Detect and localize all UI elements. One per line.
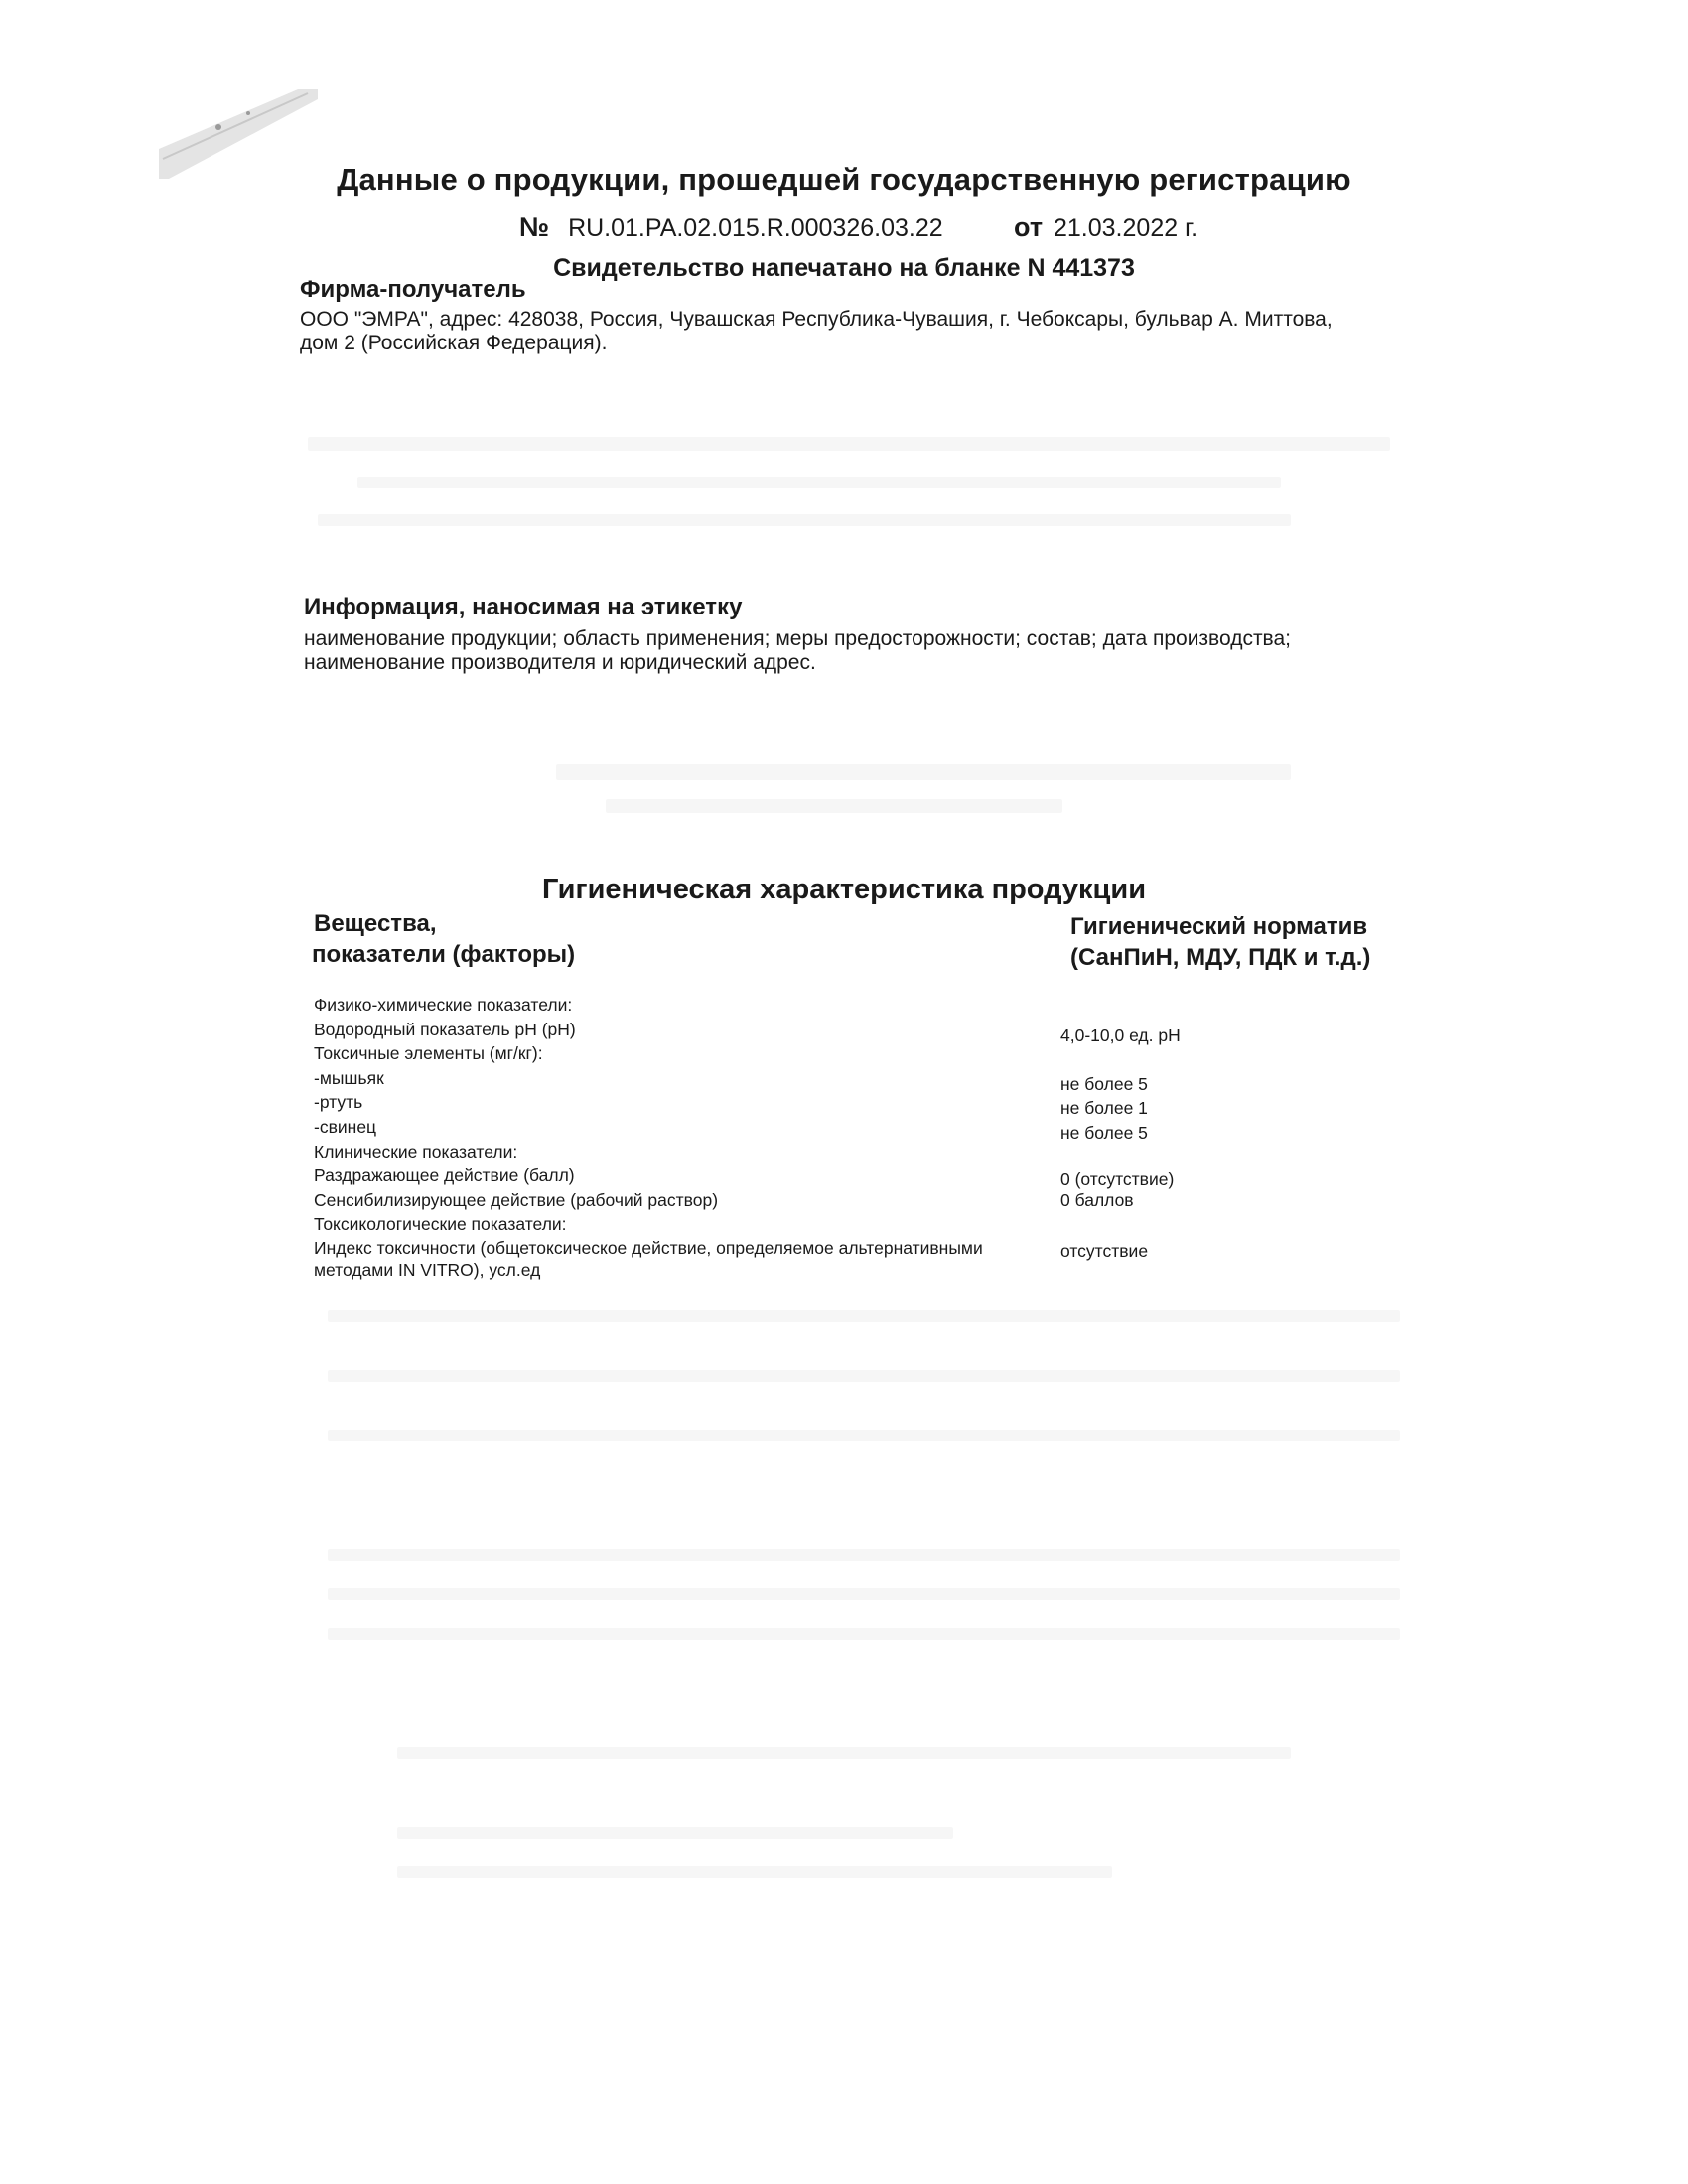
- table-row: [314, 1163, 1406, 1188]
- registration-date: 21.03.2022 г.: [1054, 214, 1198, 242]
- table-row: [314, 1066, 1406, 1094]
- recipient-text: ООО "ЭМРА", адрес: 428038, Россия, Чувашская Республика-Чувашия, г. Чебоксары, бульвар А. Миттова, дом 2 (Российская Федерация).: [300, 308, 1333, 354]
- hygiene-table: [314, 993, 1406, 1281]
- recipient-heading: Фирма-получатель: [300, 276, 526, 303]
- table-row: [314, 1188, 1406, 1213]
- row-norm: отсутствие: [1060, 1240, 1149, 1261]
- registration-date-line: [1014, 212, 1197, 243]
- table-row: [314, 1090, 1406, 1119]
- row-substance: Токсичные элементы (мг/кг):: [314, 1043, 543, 1064]
- row-substance: Физико-химические показатели:: [314, 995, 573, 1015]
- column-header-norm-line2: (СанПиН, МДУ, ПДК и т.д.): [1070, 944, 1371, 971]
- row-substance: -мышьяк: [314, 1067, 384, 1088]
- label-info-text: наименование продукции; область применения; меры предосторожности; состав; дата производства; наименование производителя и юридический адрес.: [304, 627, 1291, 674]
- column-header-norm: [1070, 911, 1370, 973]
- row-substance: -ртуть: [314, 1092, 363, 1113]
- table-row: [314, 1237, 1406, 1281]
- row-substance: Индекс токсичности (общетоксическое действие, определяемое альтернативными методами IN VITRO), усл.ед: [314, 1237, 983, 1280]
- column-header-substances-line2: показатели (факторы): [312, 941, 576, 968]
- row-substance: Водородный показатель pH (pH): [314, 1019, 576, 1039]
- row-substance: -свинец: [314, 1116, 377, 1137]
- label-info-heading: Информация, наносимая на этикетку: [304, 594, 743, 620]
- date-label: от: [1014, 212, 1044, 242]
- document-title: Данные о продукции, прошедшей государственную регистрацию: [337, 162, 1351, 197]
- row-substance: Сенсибилизирующее действие (рабочий раствор): [314, 1189, 719, 1210]
- row-norm: 0 (отсутствие): [1060, 1169, 1175, 1190]
- row-substance: Раздражающее действие (балл): [314, 1165, 575, 1186]
- table-row: [314, 1018, 1406, 1045]
- table-row: [314, 1041, 1406, 1066]
- hygiene-title: Гигиеническая характеристика продукции: [541, 874, 1147, 905]
- row-substance: Клинические показатели:: [314, 1141, 518, 1161]
- blank-note: Свидетельство напечатано на бланке N 441373: [553, 254, 1135, 282]
- registration-number: RU.01.PA.02.015.R.000326.03.22: [568, 214, 943, 242]
- row-norm: 4,0-10,0 ед. pH: [1060, 1024, 1181, 1045]
- column-header-substances: [312, 908, 575, 970]
- row-substance: Токсикологические показатели:: [314, 1214, 567, 1235]
- row-norm: не более 5: [1060, 1122, 1148, 1143]
- row-norm: 0 баллов: [1060, 1189, 1134, 1210]
- row-norm: не более 1: [1060, 1098, 1148, 1119]
- table-row: [314, 1115, 1406, 1143]
- registration-line: [519, 212, 943, 243]
- column-header-norm-line1: Гигиенический норматив: [1070, 913, 1368, 940]
- table-row: [314, 993, 1406, 1018]
- table-row: [314, 1212, 1406, 1237]
- number-label: №: [519, 212, 550, 242]
- row-norm: не более 5: [1060, 1073, 1148, 1094]
- column-header-substances-line1: Вещества,: [314, 910, 437, 937]
- table-row: [314, 1140, 1406, 1164]
